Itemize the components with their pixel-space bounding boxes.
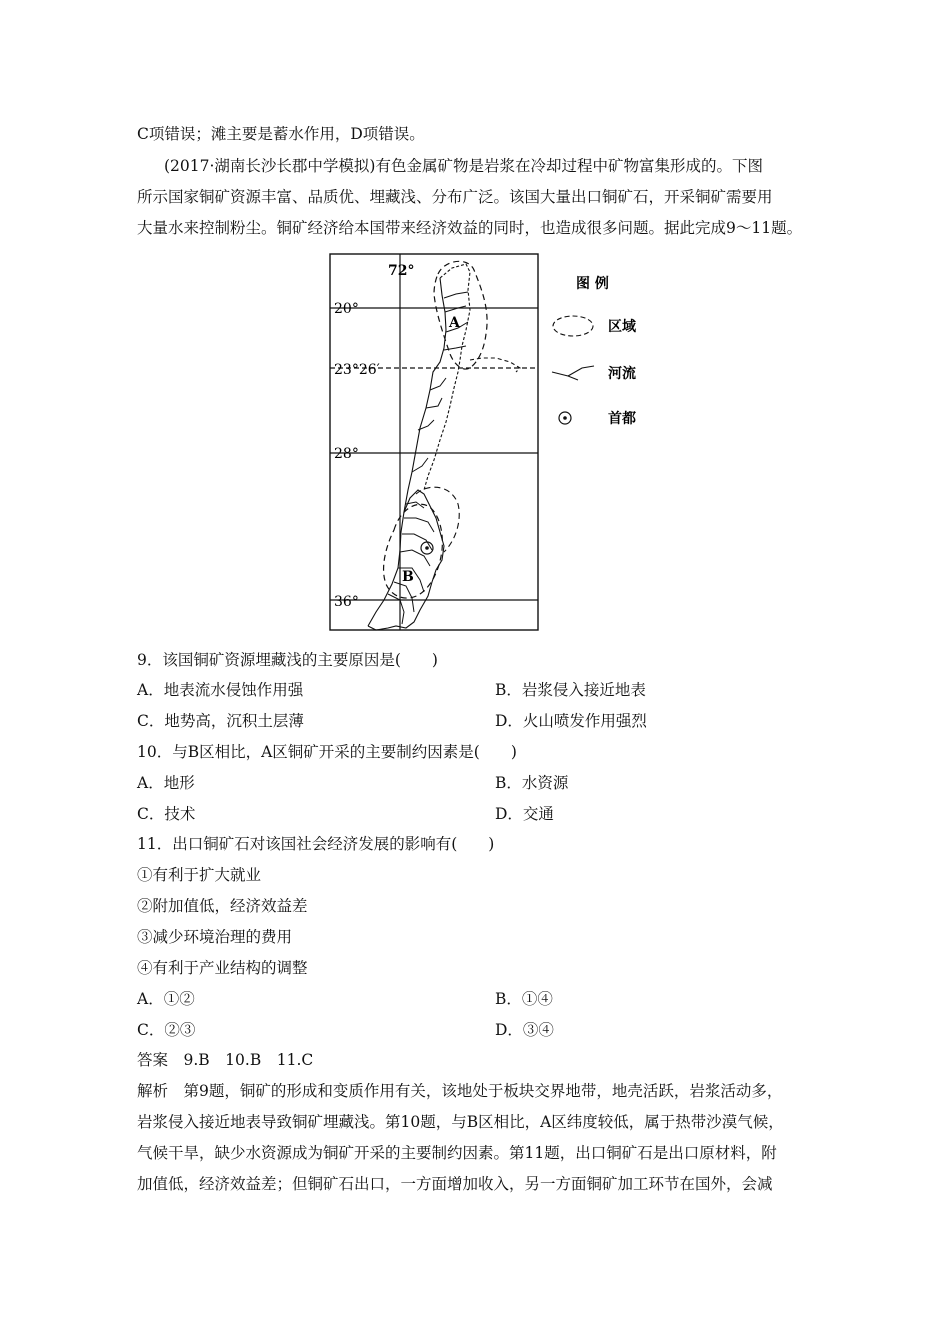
q11-statement-2: ②附加值低，经济效益差 — [137, 897, 308, 915]
q11-option-b: B．①④ — [495, 990, 553, 1008]
q9-option-c: C．地势高，沉积土层薄 — [137, 712, 304, 730]
legend-title: 图 例 — [576, 276, 609, 292]
q11-statement-3: ③减少环境治理的费用 — [137, 928, 293, 946]
legend-capital-label: 首都 — [608, 411, 636, 427]
legend-river-label: 河流 — [608, 366, 636, 382]
lat-label-36: 36° — [334, 594, 359, 610]
q9-option-a: A．地表流水侵蚀作用强 — [137, 681, 304, 699]
q11-option-a: A．①② — [137, 990, 195, 1008]
analysis-line-2: 岩浆侵入接近地表导致铜矿埋藏浅。第10题，与B区相比，A区纬度较低，属于热带沙漠气候， — [137, 1113, 784, 1131]
q10-option-c: C．技术 — [137, 805, 196, 823]
lat-label-tropic: 23°26′ — [334, 362, 380, 378]
region-b-label: B — [402, 569, 414, 585]
answer-line: 答案 9.B 10.B 11.C — [137, 1051, 314, 1069]
q11-statement-4: ④有利于产业结构的调整 — [137, 959, 308, 977]
longitude-label: 72° — [388, 263, 415, 279]
dashed-ellipse-icon — [553, 316, 593, 336]
map-frame — [330, 254, 538, 630]
q10-option-b: B．水资源 — [495, 774, 569, 792]
central-region-boundary — [416, 487, 459, 552]
q9-option-b: B．岩浆侵入接近地表 — [495, 681, 646, 699]
tropic-dashed-border — [470, 358, 520, 372]
country-border — [424, 264, 470, 490]
analysis-line-1: 解析 第9题，铜矿的形成和变质作用有关，该地处于板块交界地带，地壳活跃，岩浆活动多， — [137, 1082, 783, 1100]
lat-label-28: 28° — [334, 446, 359, 462]
region-a-label: A — [449, 315, 460, 331]
river-icon — [552, 366, 594, 380]
q10-option-d: D．交通 — [495, 805, 554, 823]
q11-statement-1: ①有利于扩大就业 — [137, 866, 262, 884]
q11-stem: 11．出口铜矿石对该国社会经济发展的影响有( ) — [137, 835, 495, 853]
intro-line-4: 大量水来控制粉尘。铜矿经济给本国带来经济效益的同时，也造成很多问题。据此完成9～11题。 — [137, 219, 803, 237]
capital-icon — [559, 412, 571, 424]
intro-line-3: 所示国家铜矿资源丰富、品质优、埋藏浅、分布广泛。该国大量出口铜矿石，开采铜矿需要用 — [137, 188, 773, 206]
q11-option-d: D．③④ — [495, 1021, 554, 1039]
lat-label-20: 20° — [334, 301, 359, 317]
q10-stem: 10．与B区相比，A区铜矿开采的主要制约因素是( ) — [137, 743, 517, 761]
q9-stem: 9．该国铜矿资源埋藏浅的主要原因是( ) — [137, 651, 438, 669]
copper-map-figure — [320, 250, 650, 635]
analysis-line-4: 加值低，经济效益差；但铜矿石出口，一方面增加收入，另一方面铜矿加工环节在国外，会减 — [137, 1175, 773, 1193]
q9-option-d: D．火山喷发作用强烈 — [495, 712, 647, 730]
legend-region-label: 区域 — [608, 319, 636, 335]
intro-line-2: (2017·湖南长沙长郡中学模拟)有色金属矿物是岩浆在冷却过程中矿物富集形成的。下图 — [164, 157, 763, 175]
q10-option-a: A．地形 — [137, 774, 195, 792]
analysis-line-3: 气候干旱，缺少水资源成为铜矿开采的主要制约因素。第11题，出口铜矿石是出口原材料，附 — [137, 1144, 777, 1162]
q11-option-c: C．②③ — [137, 1021, 196, 1039]
intro-line-1: C项错误；滩主要是蓄水作用，D项错误。 — [137, 125, 425, 143]
